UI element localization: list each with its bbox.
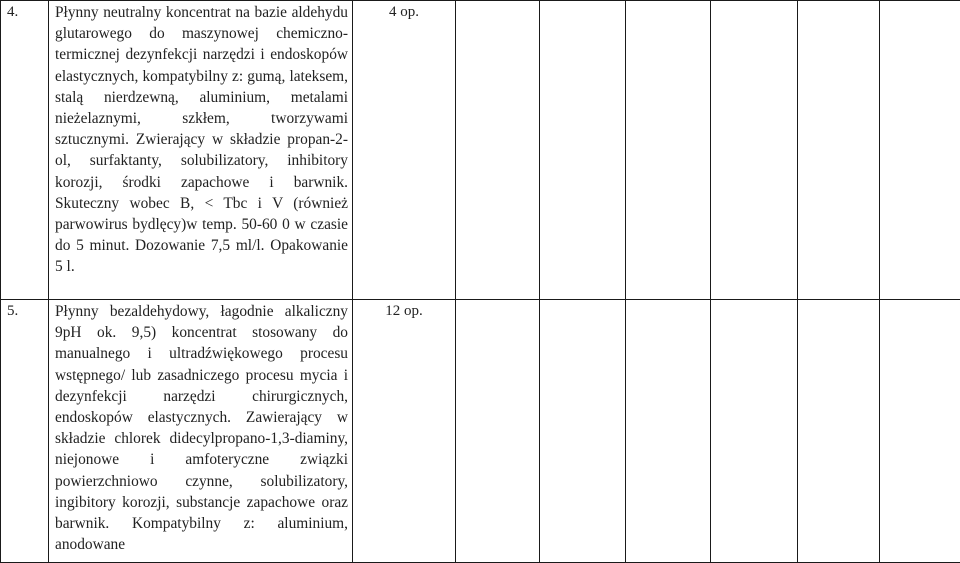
item-quantity: 4 op.: [353, 1, 456, 300]
empty-cell: [711, 300, 798, 563]
item-number: 4.: [1, 1, 49, 300]
empty-cell: [711, 1, 798, 300]
item-description: [49, 1, 353, 300]
item-description-text: Płynny neutralny koncentrat na bazie aldehydu glutarowego do maszynowej chemiczno- termicznej dezynfekcji narzędzi i endoskopów elastycznych, kompatybilny z: gumą, lateksem, stalą nierdzewną, aluminium, metalami nieżelaznymi, szkłem, tworzywami sztucznymi. Zwierający w składzie propan-2-ol, surfaktanty, solubilizatory, inhibitory korozji, środki zapachowe i barwnik. Skuteczny wobec B, < Tbc i V (również parwowirus bydlęcy)w temp. 50-60 0 w czasie do 5 minut. Dozowanie 7,5 ml/l. Opakowanie 5 l.: [55, 2, 348, 278]
item-description-text: Płynny bezaldehydowy, łagodnie alkaliczny 9pH ok. 9,5) koncentrat stosowany do manualnego i ultradźwiękowego procesu wstępnego/ lub zasadniczego procesu mycia i dezynfekcji narzędzi chirurgicznych, endoskopów elastycznych. Zawierający w składzie chlorek didecylpropano-1,3-diaminy, niejonowe i amfoteryczne związki powierzchniowo czynne, solubilizatory, ingibitory korozji, substancje zapachowe oraz barwnik. Kompatybilny z: aluminium, anodowane: [55, 301, 348, 555]
empty-cell: [456, 1, 540, 300]
empty-cell: [626, 300, 711, 563]
empty-cell: [798, 300, 880, 563]
table-row: [1, 1, 960, 300]
empty-cell: [798, 1, 880, 300]
empty-cell: [880, 300, 960, 563]
item-number: 5.: [1, 300, 49, 563]
empty-cell: [880, 1, 960, 300]
item-quantity: 12 op.: [353, 300, 456, 563]
empty-cell: [540, 1, 626, 300]
empty-cell: [626, 1, 711, 300]
item-description: [49, 300, 353, 563]
empty-cell: [540, 300, 626, 563]
table-row: [1, 300, 960, 563]
empty-cell: [456, 300, 540, 563]
